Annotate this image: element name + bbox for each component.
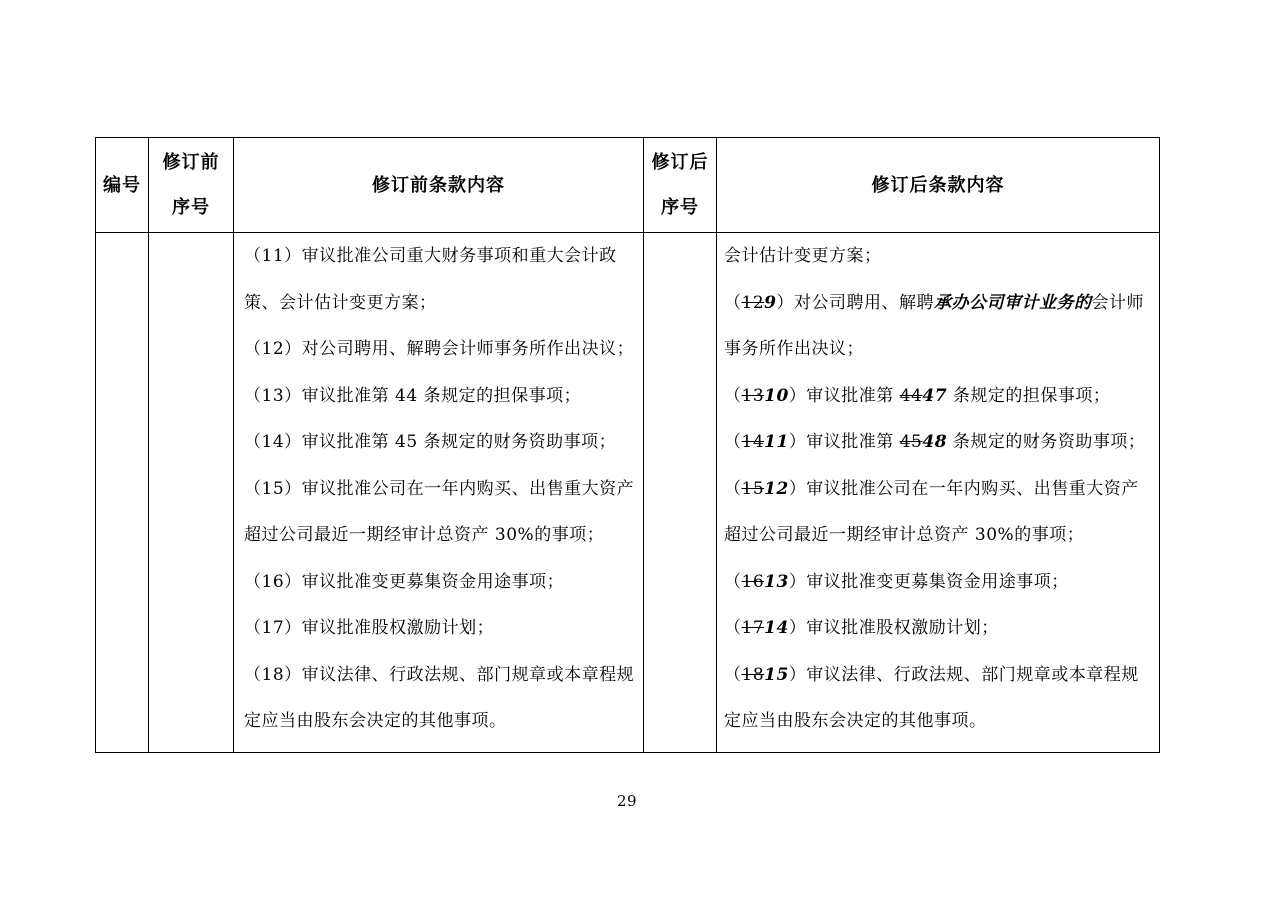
- inserted-text: 48: [922, 432, 948, 452]
- header-number: [96, 138, 149, 233]
- inserted-text: 47: [922, 385, 948, 406]
- page-number: 29: [616, 792, 638, 810]
- text-segment: 条规定的财务资助事项；: [947, 432, 1146, 452]
- row-after-serial-cell: [644, 233, 717, 753]
- text-segment: （17）审议批准股权激励计划；: [244, 618, 495, 638]
- text-segment: 会计师: [1091, 292, 1144, 313]
- inserted-text: 15: [764, 664, 789, 685]
- text-segment: （14）审议批准第 45 条规定的财务资助事项；: [244, 432, 617, 452]
- text-segment: 定应当由股东会决定的其他事项。: [244, 711, 507, 731]
- text-segment: 超过公司最近一期经审计总资产 30%的事项；: [724, 525, 1085, 545]
- text-line: [244, 559, 641, 606]
- deleted-text: 17: [741, 618, 765, 638]
- deleted-text: 18: [741, 664, 765, 685]
- table-header-row: [96, 138, 1160, 233]
- text-line: [724, 280, 1157, 327]
- header-after-serial: [644, 138, 717, 233]
- inserted-text: 14: [764, 618, 789, 638]
- text-segment: 超过公司最近一期经审计总资产 30%的事项；: [244, 525, 605, 545]
- header-after-serial-line1: 修订后: [651, 152, 709, 173]
- deleted-text: 16: [741, 571, 765, 592]
- text-line: [724, 233, 1157, 280]
- text-segment: 定应当由股东会决定的其他事项。: [724, 711, 987, 731]
- text-line: [244, 698, 641, 745]
- deleted-text: 44: [899, 385, 923, 406]
- inserted-text: 10: [764, 385, 789, 406]
- header-before-serial: [149, 138, 234, 233]
- text-line: [724, 512, 1157, 559]
- text-segment: （15）审议批准公司在一年内购买、出售重大资产: [244, 478, 635, 499]
- inserted-text: 承办公司审计业务的: [933, 292, 1092, 313]
- text-segment: 会计估计变更方案；: [724, 246, 882, 266]
- row-number-cell: [96, 233, 149, 753]
- text-segment: ）审议批准第: [788, 432, 900, 452]
- before-content-cell: [234, 233, 644, 753]
- revision-comparison-table: [95, 137, 1160, 753]
- table-body-row: [96, 233, 1160, 753]
- deleted-text: 13: [741, 385, 765, 406]
- text-line: [244, 326, 641, 373]
- deleted-text: 45: [899, 432, 923, 452]
- text-line: [244, 605, 641, 652]
- text-segment: （: [724, 432, 742, 452]
- text-line: [244, 419, 641, 466]
- header-after-serial-line2: 序号: [661, 197, 699, 218]
- header-before-content-label: 修订前条款内容: [372, 174, 505, 196]
- text-segment: ）审议批准第: [788, 385, 900, 406]
- text-segment: ）审议批准公司在一年内购买、出售重大资产: [788, 478, 1139, 499]
- text-segment: ）审议批准股权激励计划；: [788, 618, 999, 638]
- header-number-label: 编号: [103, 174, 141, 196]
- text-segment: （11）审议批准公司重大财务事项和重大会计政: [244, 246, 617, 266]
- text-line: [724, 466, 1157, 513]
- deleted-text: 12: [741, 292, 765, 313]
- header-before-serial-line2: 序号: [172, 197, 210, 218]
- inserted-text: 11: [764, 432, 789, 452]
- text-line: [724, 326, 1157, 373]
- text-line: [724, 605, 1157, 652]
- deleted-text: 15: [741, 478, 765, 499]
- inserted-text: 12: [764, 478, 789, 499]
- text-line: [724, 419, 1157, 466]
- text-segment: （12）对公司聘用、解聘会计师事务所作出决议；: [244, 339, 635, 359]
- header-before-serial-line1: 修订前: [162, 152, 220, 173]
- inserted-text: 13: [764, 571, 789, 592]
- text-segment: （: [724, 478, 742, 499]
- text-line: [244, 512, 641, 559]
- text-line: [724, 698, 1157, 745]
- text-line: [244, 652, 641, 699]
- text-segment: （13）审议批准第 44 条规定的担保事项；: [244, 385, 582, 406]
- text-segment: （: [724, 292, 742, 313]
- deleted-text: 14: [741, 432, 765, 452]
- text-segment: （: [724, 571, 742, 592]
- text-line: [244, 280, 641, 327]
- header-before-content: [234, 138, 644, 233]
- text-segment: （: [724, 618, 742, 638]
- row-before-serial-cell: [149, 233, 234, 753]
- text-segment: （: [724, 664, 742, 685]
- text-segment: 条规定的担保事项；: [947, 385, 1111, 406]
- text-segment: ）对公司聘用、解聘: [776, 292, 934, 313]
- after-content-cell: [717, 233, 1160, 753]
- text-line: [724, 373, 1157, 420]
- text-segment: （16）审议批准变更募集资金用途事项；: [244, 571, 565, 592]
- header-after-content: [717, 138, 1160, 233]
- text-line: [724, 559, 1157, 606]
- text-line: [244, 466, 641, 513]
- inserted-text: 9: [764, 292, 777, 313]
- text-segment: （18）审议法律、行政法规、部门规章或本章程规: [244, 664, 635, 685]
- header-after-content-label: 修订后条款内容: [871, 174, 1005, 196]
- text-segment: （: [724, 385, 742, 406]
- text-segment: 事务所作出决议；: [724, 339, 864, 359]
- text-line: [724, 652, 1157, 699]
- text-line: [244, 373, 641, 420]
- text-segment: 策、会计估计变更方案；: [244, 292, 437, 313]
- text-segment: ）审议批准变更募集资金用途事项；: [788, 571, 1069, 592]
- text-line: [244, 233, 641, 280]
- text-segment: ）审议法律、行政法规、部门规章或本章程规: [788, 664, 1139, 685]
